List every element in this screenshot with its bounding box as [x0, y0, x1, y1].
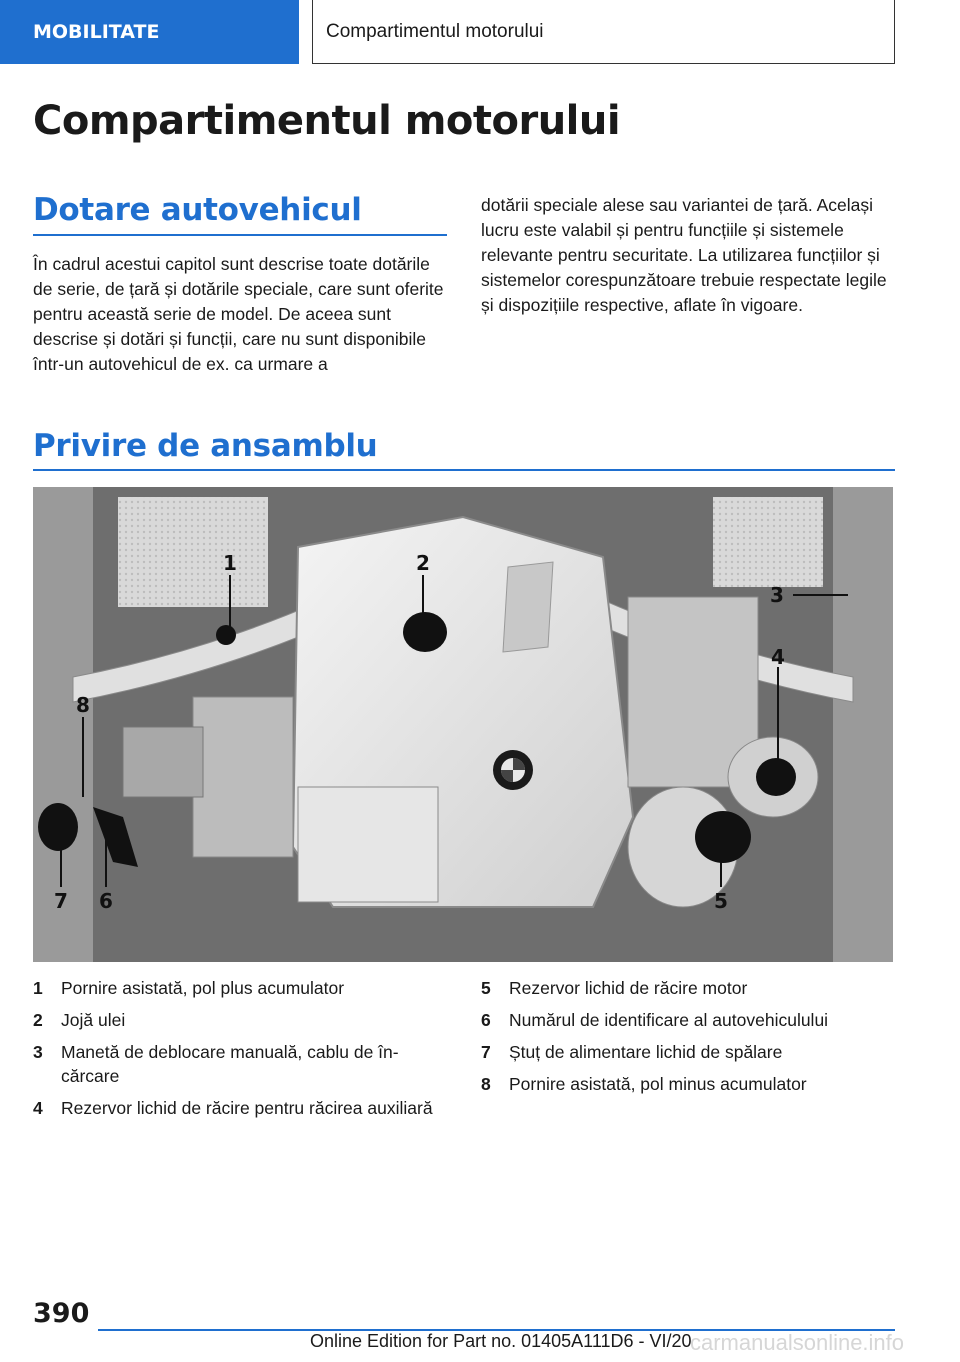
- cover-emblem-strip: [503, 562, 553, 652]
- legend-item: [33, 1096, 447, 1120]
- oil-dipstick-cap: [403, 612, 447, 652]
- legend-number: 4: [33, 1098, 43, 1118]
- positive-terminal-cap: [216, 625, 236, 645]
- legend-number: 6: [481, 1010, 491, 1030]
- section-title-overview: Privire de ansamblu: [33, 428, 378, 464]
- legend-item: [481, 1040, 895, 1064]
- section-divider: [33, 234, 447, 236]
- legend-number: 5: [481, 978, 491, 998]
- legend-number: 2: [33, 1010, 43, 1030]
- legend-text: Ștuț de alimentare lichid de spălare: [509, 1042, 783, 1062]
- legend-text: Jojă ulei: [61, 1010, 126, 1030]
- callout-1: 1: [223, 551, 237, 575]
- legend-number: 1: [33, 978, 43, 998]
- legend-text: Numărul de identificare al autovehiculului: [509, 1010, 829, 1030]
- aux-coolant-cap: [756, 758, 796, 796]
- section-tab[interactable]: MOBILITATE: [0, 0, 299, 64]
- legend-text: Manetă de deblocare manuală, cablu de încărcare: [61, 1042, 399, 1086]
- equipment-text-col1: În cadrul acestui capitol sunt descrise toate dotările de serie, de țară și dotările speciale, care sunt oferite pentru această serie de model. De aceea sunt descrise și dotări și funcții, care nu sunt disponibile într-un autovehicul de ex. ca urmare a: [33, 254, 444, 374]
- battery-connector: [123, 727, 203, 797]
- right-fender: [833, 487, 893, 962]
- callout-4: 4: [771, 645, 785, 669]
- callout-7: 7: [54, 889, 68, 913]
- legend-item: [481, 1008, 895, 1032]
- legend-left: [33, 976, 447, 1128]
- legend-item: [33, 976, 447, 1000]
- legend-item: [33, 1040, 447, 1088]
- edition-info: Online Edition for Part no. 01405A111D6 - VI/20: [310, 1331, 692, 1351]
- legend-item: [481, 976, 895, 1000]
- legend-number: 8: [481, 1074, 491, 1094]
- callout-3: 3: [770, 583, 784, 607]
- legend-text: Pornire asistată, pol plus acumulator: [61, 978, 345, 998]
- legend-text: Rezervor lichid de răcire motor: [509, 978, 748, 998]
- legend-item: [33, 1008, 447, 1032]
- callout-2: 2: [416, 551, 430, 575]
- coolant-cap: [695, 811, 751, 863]
- left-grille-panel: [118, 497, 268, 607]
- callout-8: 8: [76, 693, 90, 717]
- page-number: 390: [33, 1298, 90, 1329]
- legend-text: Pornire asistată, pol minus acumulator: [509, 1074, 807, 1094]
- legend-number: 3: [33, 1042, 43, 1062]
- legend-text: Rezervor lichid de răcire pentru răcirea auxiliară: [61, 1098, 433, 1118]
- callout-5: 5: [714, 889, 728, 913]
- section-divider: [33, 469, 895, 471]
- equipment-text-col2: dotării speciale alese sau variantei de țară. Același lucru este valabil și pentru funcțiile și sistemele relevante pentru securitate. La utilizarea funcțiilor și sistemelor corespunzătoare trebuie respectate legile și dispozițiile respective, aflate în vigoare.: [481, 195, 887, 315]
- engine-bay-illustration: [33, 487, 893, 962]
- chapter-header: Compartimentul motorului: [312, 0, 895, 64]
- legend-item: [481, 1072, 895, 1096]
- section-title-equipment: Dotare autovehicul: [33, 192, 362, 228]
- watermark: carmanualsonline.info: [690, 1330, 905, 1355]
- air-filter-box: [193, 697, 293, 857]
- washer-fluid-cap: [38, 803, 78, 851]
- callout-6: 6: [99, 889, 113, 913]
- page-title: Compartimentul motorului: [33, 98, 621, 144]
- intake-box: [298, 787, 438, 902]
- right-grille-panel: [713, 497, 823, 587]
- legend-number: 7: [481, 1042, 491, 1062]
- legend-right: [481, 976, 895, 1104]
